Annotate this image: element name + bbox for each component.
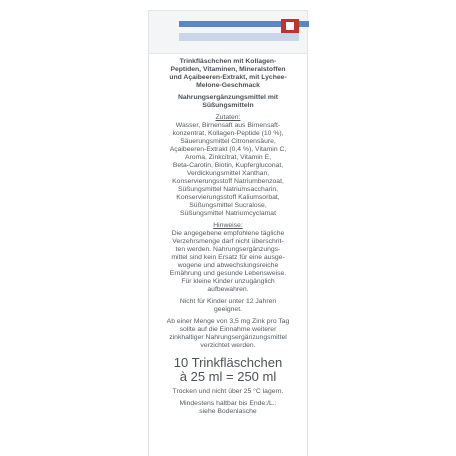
title-line: und Açaibeeren-Extrakt, mit Lychee- [169,74,287,81]
ingredient-line: Açaibeeren-Extrakt (0,4 %), Vitamin C, [169,146,287,153]
zinc-line: sollte auf die Einnahme weiterer [179,326,277,333]
ingredient-line: Konservierungsstoff Natriumbenzoat, [172,178,284,185]
ingredient-line: Aroma, Zinkcitrat, Vitamin E, [185,154,271,161]
category-line: Nahrungsergänzungsmittel mit [177,94,279,101]
ingredients-section [152,114,304,218]
children-warning [152,298,304,314]
ingredient-line: Beta-Carotin, Biotin, Kupfergluconat, [172,162,284,169]
ingredient-line: konzentrat, Kollagen-Peptide (10 %), [172,130,284,137]
notes-section [152,222,304,294]
title-line: Peptiden, Vitaminen, Mineralstoffen [170,66,286,73]
title-line: Trinkfläschchen mit Kollagen- [179,58,277,65]
ingredients-heading: Zutaten: [215,114,241,121]
best-before [152,400,304,416]
storage-line: Trocken und nicht über 25 °C lagern. [172,388,284,395]
ingredient-line: Süßungsmittel Natriumsaccharin, [177,186,279,193]
children-line: Nicht für Kinder unter 12 Jahren [179,298,277,305]
note-line: ten werden. Nahrungsergänzungs- [175,246,281,253]
ingredient-line: Verdickungsmittel Xanthan, [186,170,270,177]
zinc-line: Ab einer Menge von 3,5 mg Zink pro Tag [166,318,290,325]
note-line: Für kleine Kinder unzugänglich [181,278,275,285]
category-line: Süßungsmitteln [202,102,254,109]
title-line: Melone-Geschmack [196,82,260,89]
note-line: Die angegebene empfohlene tägliche [171,230,285,237]
zinc-warning [152,318,304,350]
note-line: aufbewahren. [207,286,249,293]
note-line: Ernährung und gesunde Lebensweise. [169,270,287,277]
light-blue-stripe [179,33,299,41]
bbd-line: Mindestens haltbar bis Ende:/L.: [179,400,277,407]
ingredient-line: Säuerungsmittel Citronensäure, [180,138,276,145]
note-line: wogene und abwechslungsreiche [177,262,279,269]
ingredient-line: Süßungsmittel Sucralose, [189,202,267,209]
note-line: Verzehrsmenge darf nicht überschrit- [172,238,284,245]
quantity [152,356,304,384]
zinc-line: zinkhaltiger Nahrungsergänzungsmittel [169,334,287,341]
note-line: mittel sind kein Ersatz für eine ausge- [171,254,285,261]
product-title [152,58,304,90]
children-line: geeignet. [214,306,242,313]
quantity-line: à 25 ml = 250 ml [179,369,277,384]
zinc-line: verzichtet werden. [200,342,256,349]
box-top-face [148,10,308,54]
quantity-line: 10 Trinkfläschchen [173,355,283,370]
brand-logo-icon [281,19,299,33]
bbd-line: siehe Bodenlasche [199,408,257,415]
ingredient-line: Wasser, Birnensaft aus Birnensaft- [175,122,281,129]
notes-heading: Hinweise: [213,222,243,229]
label-content [152,58,304,420]
product-category [152,94,304,110]
ingredient-line: Konservierungsstoff Kaliumsorbat, [176,194,280,201]
ingredient-line: Süßungsmittel Natriumcyclamat [180,210,276,217]
storage-info [152,388,304,396]
